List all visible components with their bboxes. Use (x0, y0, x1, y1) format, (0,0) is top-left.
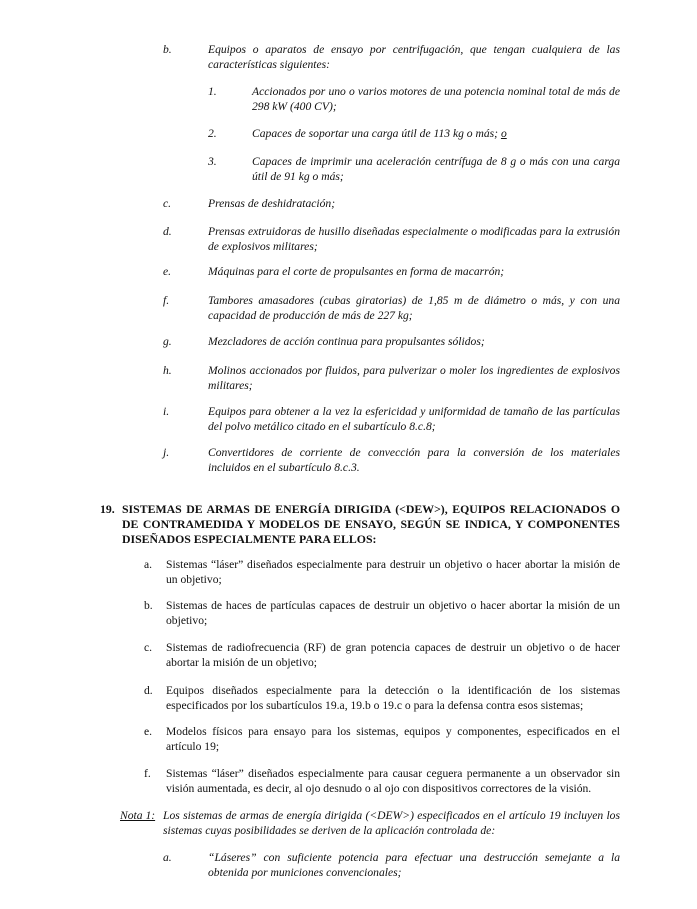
item-text: Sistemas “láser” diseñados especialmente para destruir un objetivo o hacer abortar la misión de un objetivo; (166, 558, 620, 586)
item-label: f. (163, 294, 170, 307)
sub-item-label: 2. (208, 127, 217, 140)
item-text: Modelos físicos para ensayo para los sistemas, equipos y componentes, especificados en el artículo 19; (166, 725, 620, 753)
item-label: b. (144, 599, 153, 612)
sub-item-text: Capaces de soportar una carga útil de 113 kg o más; (252, 127, 499, 140)
sub-item-text: Accionados por uno o varios motores de una potencia nominal total de más de 298 kW (400 CV); (252, 85, 620, 113)
item-label: e. (163, 265, 172, 278)
note-label: Nota 1: (120, 809, 156, 822)
item-text: Tambores amasadores (cubas giratorias) de 1,85 m de diámetro o más, y con una capacidad de producción de más de 227 kg; (208, 294, 620, 322)
item-label: h. (163, 364, 172, 377)
item-text: Prensas de deshidratación; (208, 197, 336, 210)
section-number: 19. (100, 502, 115, 516)
note-item-text: “Láseres” con suficiente potencia para efectuar una destrucción semejante a la obtenida por municiones convencionales; (208, 851, 620, 879)
item-text: Molinos accionados por fluidos, para pulverizar o moler los ingredientes de explosivos militares; (208, 364, 620, 392)
item-label: j. (163, 446, 170, 459)
item-label: g. (163, 335, 172, 348)
sub-item-text-wrap (252, 126, 620, 141)
item-label: a. (144, 558, 153, 571)
conjunction-o: o (500, 127, 507, 140)
item-label: c. (144, 641, 153, 654)
item-text: Convertidores de corriente de convección para la conversión de los materiales incluidos en el subartículo 8.c.3. (208, 446, 620, 474)
item-label: c. (163, 197, 172, 210)
item-text: Equipos para obtener a la vez la esfericidad y uniformidad de tamaño de las partículas del polvo metálico citado en el subartículo 8.c.8; (208, 405, 620, 433)
sub-item-label: 1. (208, 85, 217, 98)
item-label: f. (144, 767, 151, 780)
item-label: b. (163, 43, 172, 56)
item-label: e. (144, 725, 153, 738)
item-text: Equipos o aparatos de ensayo por centrifugación, que tengan cualquiera de las características siguientes: (208, 43, 620, 71)
item-label: i. (163, 405, 170, 418)
item-text: Sistemas de haces de partículas capaces de destruir un objetivo o hacer abortar la misión de un objetivo; (166, 599, 620, 627)
item-text: Sistemas “láser” diseñados especialmente para causar ceguera permanente a un observador sin visión aumentada, es decir, al ojo desnudo o al ojo con dispositivos correctores de la visión. (166, 767, 620, 795)
note-item-label: a. (163, 851, 172, 864)
section-title: SISTEMAS DE ARMAS DE ENERGÍA DIRIGIDA (<DEW>), EQUIPOS RELACIONADOS O DE CONTRAMEDIDA Y MODELOS DE ENSAYO, SEGÚN SE INDICA, Y COMPONENTES DISEÑADOS ESPECIALMENTE PARA ELLOS: (122, 502, 620, 546)
item-text: Máquinas para el corte de propulsantes en forma de macarrón; (208, 265, 505, 278)
item-text: Equipos diseñados especialmente para la detección o la identificación de los sistemas especificados por los subartículos 19.a, 19.b o 19.c o para la defensa contra esos sistemas; (166, 684, 620, 712)
item-label: d. (163, 225, 172, 238)
item-text: Mezcladores de acción continua para propulsantes sólidos; (208, 335, 485, 348)
item-label: d. (144, 684, 153, 697)
sub-item-label: 3. (208, 155, 217, 168)
note-text: Los sistemas de armas de energía dirigida (<DEW>) especificados en el artículo 19 incluyen los sistemas cuyas posibilidades se deriven de la aplicación controlada de: (163, 809, 620, 837)
item-text: Prensas extruidoras de husillo diseñadas especialmente o modificadas para la extrusión de explosivos militares; (208, 225, 620, 253)
sub-item-text: Capaces de imprimir una aceleración centrífuga de 8 g o más con una carga útil de 91 kg o más; (252, 155, 620, 183)
item-text: Sistemas de radiofrecuencia (RF) de gran potencia capaces de destruir un objetivo o de hacer abortar la misión de un objetivo; (166, 641, 620, 669)
